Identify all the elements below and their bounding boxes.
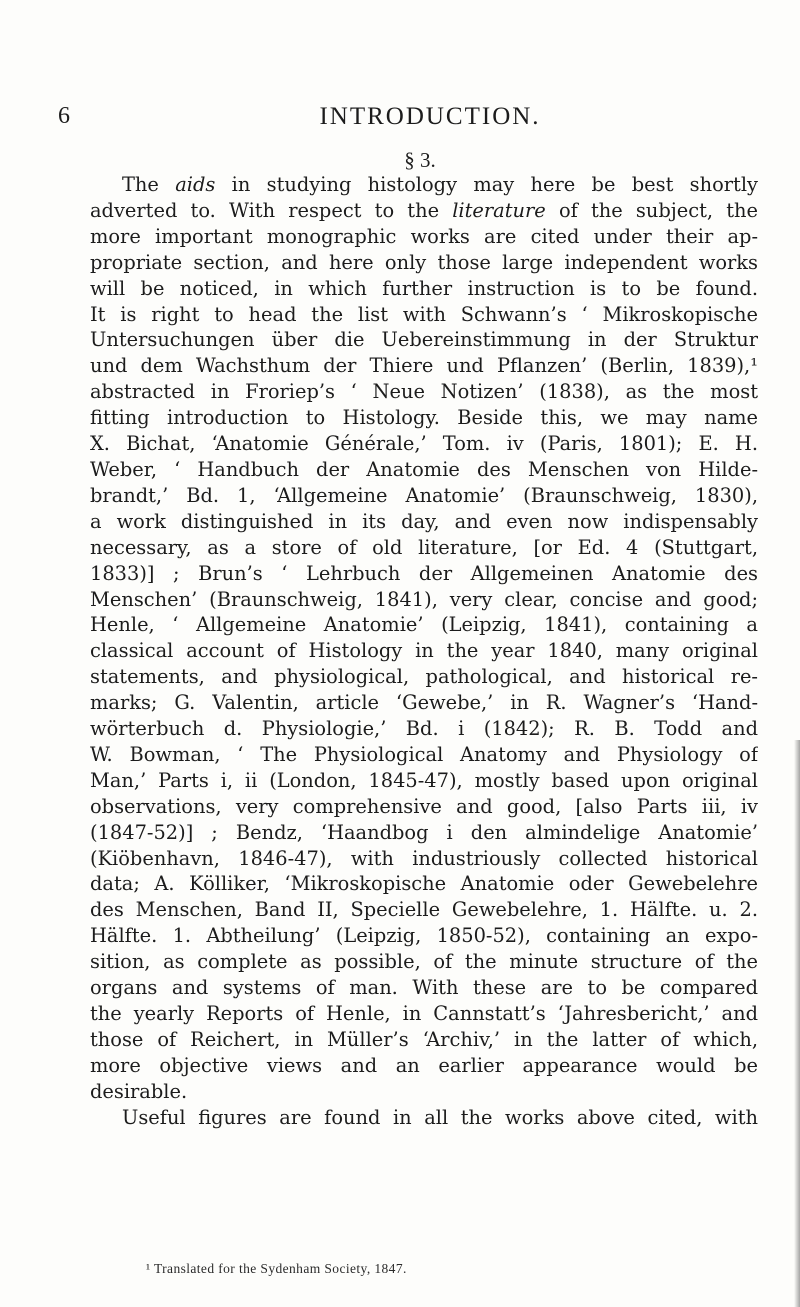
- running-title: INTRODUCTION.: [319, 103, 541, 130]
- text-line: Weber, ‘ Handbuch der Anatomie des Menschen von Hilde-: [90, 457, 758, 481]
- text-line: organs and systems of man. With these are to be compared: [90, 976, 758, 1000]
- paragraph-aids-literature: [90, 172, 758, 1105]
- text-line: und dem Wachsthum der Thiere und Pflanzen’ (Berlin, 1839),¹: [90, 354, 758, 378]
- footnote: ¹ Translated for the Sydenham Society, 1847.: [146, 1261, 407, 1276]
- text-line: (Kiöbenhavn, 1846-47), with industriously collected historical: [90, 846, 758, 870]
- text-line: des Menschen, Band II, Specielle Gewebelehre, 1. Hälfte. u. 2.: [90, 898, 758, 922]
- text-line: sition, as complete as possible, of the minute structure of the: [90, 950, 758, 974]
- text-line: adverted to. With respect to the literature of the subject, the: [90, 198, 758, 222]
- text-line: Hälfte. 1. Abtheilung’ (Leipzig, 1850-52), containing an expo-: [90, 924, 758, 948]
- text-line: propriate section, and here only those large independent works: [90, 250, 758, 274]
- text-line: Untersuchungen über die Uebereinstimmung in der Struktur: [90, 328, 758, 352]
- text-line: Man,’ Parts i, ii (London, 1845-47), mostly based upon original: [90, 768, 758, 792]
- text-line: observations, very comprehensive and good, [also Parts iii, iv: [90, 794, 758, 818]
- page-edge-shadow: [794, 740, 800, 1307]
- text-line: It is right to head the list with Schwann’s ‘ Mikroskopische: [90, 302, 758, 326]
- text-line: those of Reichert, in Müller’s ‘Archiv,’ in the latter of which,: [90, 1027, 758, 1051]
- text-line: fitting introduction to Histology. Beside this, we may name: [90, 406, 758, 430]
- body-text: [90, 172, 758, 1131]
- text-line: more objective views and an earlier appearance would be: [90, 1053, 758, 1077]
- text-line: Useful figures are found in all the works above cited, with: [122, 1105, 758, 1129]
- text-line: more important monographic works are cited under their ap-: [90, 224, 758, 248]
- text-line: the yearly Reports of Henle, in Cannstatt’s ‘Jahresbericht,’ and: [90, 1002, 758, 1025]
- text-line: (1847-52)] ; Bendz, ‘Haandbog i den almindelige Anatomie’: [90, 820, 758, 844]
- text-line: Henle, ‘ Allgemeine Anatomie’ (Leipzig, 1841), containing a: [90, 613, 758, 637]
- text-line: data; A. Kölliker, ‘Mikroskopische Anatomie oder Gewebelehre: [90, 872, 758, 896]
- text-line: a work distinguished in its day, and even now indispensably: [90, 509, 758, 533]
- text-line: 1833)] ; Brun’s ‘ Lehrbuch der Allgemeinen Anatomie des: [90, 561, 758, 585]
- page-number: 6: [58, 103, 70, 129]
- text-line: brandt,’ Bd. 1, ‘Allgemeine Anatomie’ (Braunschweig, 1830),: [90, 483, 758, 507]
- text-line: classical account of Histology in the year 1840, many original: [90, 639, 758, 663]
- text-line: desirable.: [90, 1079, 188, 1103]
- emphasis-literature: literature: [452, 198, 546, 222]
- text-line: W. Bowman, ‘ The Physiological Anatomy and Physiology of: [90, 742, 758, 766]
- section-heading: § 3.: [404, 148, 436, 172]
- text-line: Menschen’ (Braunschweig, 1841), very clear, concise and good;: [90, 587, 758, 611]
- emphasis-aids: aids: [175, 173, 216, 196]
- text-line: statements, and physiological, pathological, and historical re-: [90, 665, 758, 689]
- paragraph-useful-figures: [90, 1105, 758, 1131]
- text-line: marks; G. Valentin, article ‘Gewebe,’ in R. Wagner’s ‘Hand-: [90, 691, 758, 715]
- text-line: necessary, as a store of old literature, [or Ed. 4 (Stuttgart,: [90, 535, 758, 559]
- text-line: wörterbuch d. Physiologie,’ Bd. i (1842); R. B. Todd and: [90, 717, 758, 741]
- text-line: The aids in studying histology may here be best shortly: [122, 173, 758, 196]
- text-line: will be noticed, in which further instruction is to be found.: [90, 276, 758, 300]
- text-line: X. Bichat, ‘Anatomie Générale,’ Tom. iv (Paris, 1801); E. H.: [90, 432, 758, 456]
- text-line: abstracted in Froriep’s ‘ Neue Notizen’ (1838), as the most: [90, 380, 758, 404]
